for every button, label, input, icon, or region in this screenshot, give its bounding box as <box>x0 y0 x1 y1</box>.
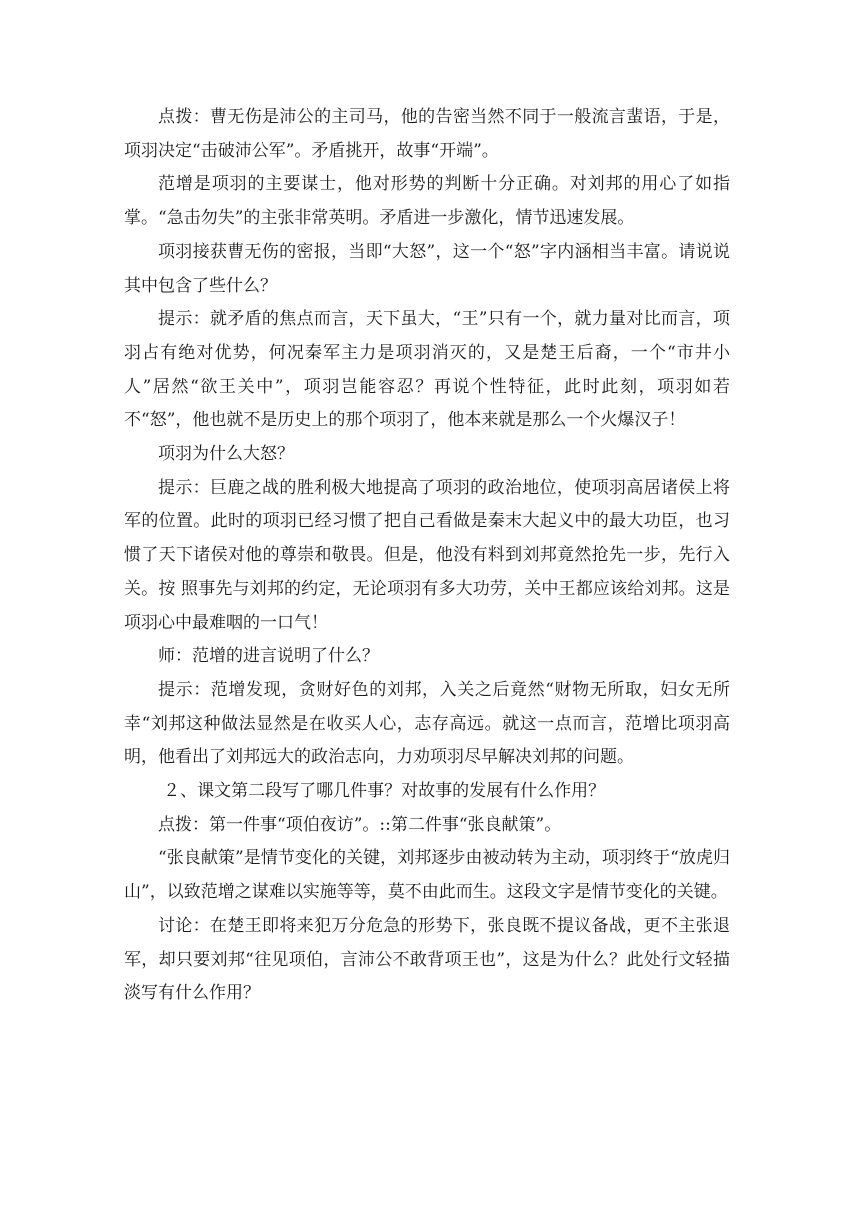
paragraph-hint-cao-wushang: 点拨：曹无伤是沛公的主司马，他的告密当然不同于一般流言蜚语，于是，项羽决定“击破沛公军”。矛盾挑开，故事“开端”。 <box>124 107 730 161</box>
paragraph-question-anger: 项羽接获曹无伤的密报，当即“大怒”，这一个“怒”字内涵相当丰富。请说说其中包含了些什么？ <box>124 241 730 296</box>
paragraph-hint-anger-analysis: 提示：就矛盾的焦点而言，天下虽大，“王”只有一个，就力量对比而言，项羽占有绝对优势，何况秦军主力是项羽消灭的，又是楚王后裔，一个“市井小人”居然“欲王关中”，项羽岂能容忍？再说个性特征，此时此刻，项羽如若不“怒”，他也就不是历史上的那个项羽了，他本来就是那么一个火爆汉子！ <box>124 309 730 431</box>
paragraph-question-section-two: ２、课文第二段写了哪几件事？对故事的发展有什么作用？ <box>163 781 606 802</box>
paragraph-discussion: 讨论：在楚王即将来犯万分危急的形势下，张良既不提议备战，更不主张退军，却只要刘邦“往见项伯，言沛公不敢背项王也”，这是为什么？此处行文轻描淡写有什么作用？ <box>124 915 730 1004</box>
paragraph-zhang-liang-strategy: “张良献策”是情节变化的关键，刘邦逐步由被动转为主动，项羽终于“放虎归山”，以致范增之谋难以实施等等，莫不由此而生。这段文字是情节变化的关键。 <box>124 848 730 903</box>
paragraph-hint-two-events: 点拨：第一件事“项伯夜访”。::第二件事“张良献策”。 <box>158 814 562 835</box>
paragraph-hint-fan-zeng-insight: 提示：范增发现，贪财好色的刘邦，入关之后竟然“财物无所取，妇女无所幸“刘邦这种做法显然是在收买人心，志存高远。就这一点而言，范增比项羽高明，他看出了刘邦远大的政治志向，力劝项羽尽早解决刘邦的问题。 <box>124 679 730 768</box>
document-body <box>124 101 730 1011</box>
paragraph-fan-zeng-advisor: 范增是项羽的主要谋士，他对形势的判断十分正确。对刘邦的用心了如指掌。“急击勿失”的主张非常英明。矛盾进一步激化，情节迅速发展。 <box>124 174 730 229</box>
paragraph-teacher-question: 师：范增的进言说明了什么？ <box>158 646 379 667</box>
paragraph-question-why-angry: 项羽为什么大怒？ <box>158 444 294 465</box>
paragraph-hint-julu-battle: 提示：巨鹿之战的胜利极大地提高了项羽的政治地位，使项羽高居诸侯上将军的位置。此时的项羽已经习惯了把自己看做是秦末大起义中的最大功臣，也习惯了天下诸侯对他的尊崇和敬畏。但是，他没有料到刘邦竟然抢先一步，先行入关。按 照事先与刘邦的约定，无论项羽有多大功劳，关中王都应该给刘邦。这是项羽心中最难咽的一口气！ <box>124 477 730 633</box>
